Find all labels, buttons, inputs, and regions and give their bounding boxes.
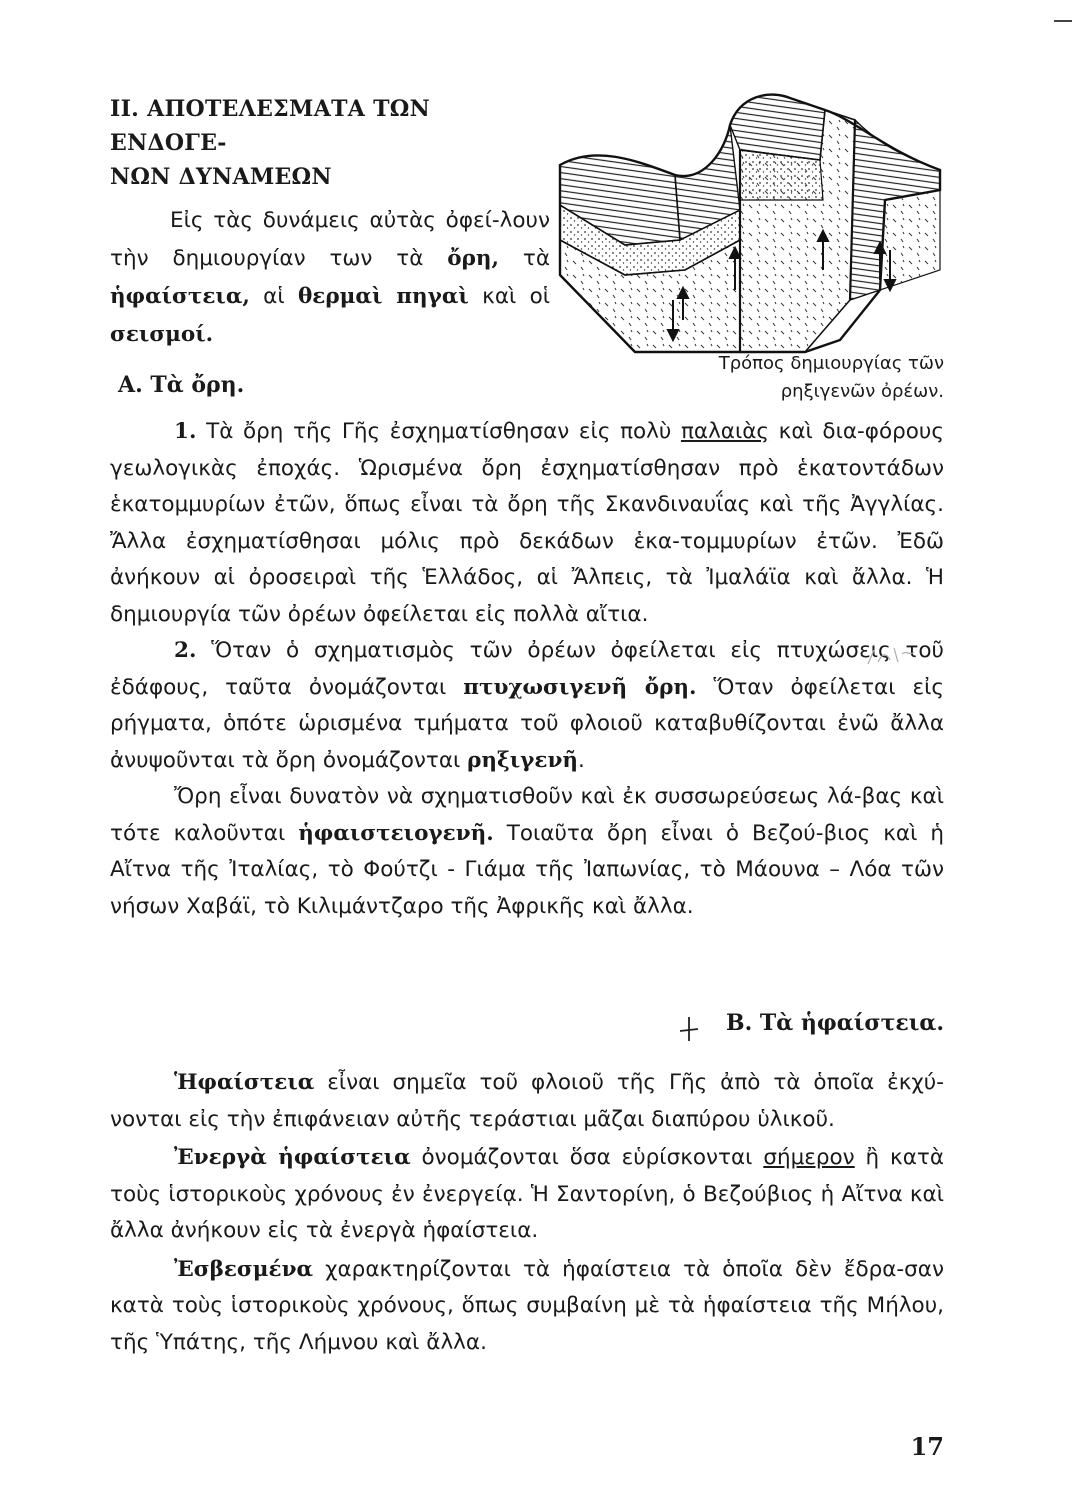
- intro-text: καὶ οἱ: [468, 284, 551, 309]
- paragraph-3: [110, 779, 944, 925]
- margin-scribble: [860, 640, 920, 670]
- paragraph-text: Ὄρη εἶναι δυνατὸν νὰ σχηματισθοῦν καὶ ἐκ συσσωρεύσεως λά-βας καὶ τότε καλοῦνται: [110, 784, 944, 846]
- caption-line2: ρηξιγενῶν ὀρέων.: [780, 381, 944, 402]
- intro-block: [110, 92, 550, 354]
- intro-text: Εἰς τὰς δυνάμεις αὐτὰς ὀφεί-λουν τὴν δημιουργίαν των τὰ: [110, 208, 550, 271]
- paragraph-2: [110, 633, 944, 779]
- paragraph-text: ὀνομάζονται ὅσα εὑρίσκονται: [410, 1145, 764, 1170]
- underlined-word: σήμερον: [763, 1145, 855, 1170]
- intro-term-hot-springs: θερμαὶ πηγαὶ: [297, 284, 469, 309]
- body-section-b: [110, 1065, 944, 1361]
- edge-mark: [1054, 20, 1072, 22]
- paragraph-text: Ὅταν ὁ σχηματισμὸς τῶν ὀρέων ὀφείλεται εἰς πτυχώσεις τοῦ ἐδάφους, ταῦτα ὀνομάζονται: [110, 638, 944, 700]
- section-title-line2: ΝΩΝ ΔΥΝΑΜΕΩΝ: [110, 164, 332, 190]
- caption-line1: Τρόπος δημιουργίας τῶν: [718, 353, 944, 374]
- section-title-line1: ΙΙ. ΑΠΟΤΕΛΕΣΜΑΤΑ ΤΩΝ ΕΝΔΟΓΕ-: [110, 96, 431, 156]
- body-section-a: [110, 414, 944, 925]
- paragraph-text: ἢ κατὰ τοὺς ἱστορικοὺς χρόνους ἐν ἐνεργείᾳ. Ἡ Σαντορίνη, ὁ Βεζούβιος ἡ Αἴτνα καὶ ἄλλα ἀνήκουν εἰς τὰ ἐνεργὰ ἡφαίστεια.: [110, 1145, 945, 1243]
- intro-term-earthquakes: σεισμοί.: [110, 322, 214, 347]
- paragraph-1: [110, 414, 944, 633]
- intro-paragraph: [110, 202, 550, 354]
- section-title: [110, 92, 550, 194]
- paragraph-text: Ὅταν ὀφείλεται εἰς ρήγματα, ὁπότε ὡρισμένα τμήματα τοῦ φλοιοῦ καταβυθίζονται ἐνῶ ἄλλα ἀνυψοῦνται τὰ ὄρη ὀνομάζονται: [110, 674, 944, 773]
- paragraph-text: Τὰ ὄρη τῆς Γῆς ἐσχηματίσθησαν εἰς πολὺ: [196, 419, 681, 444]
- subsection-a-title: Α. Τὰ ὄρη.: [118, 372, 245, 398]
- term-fault-mountains: ρηξιγενῆ: [467, 747, 578, 773]
- figure-caption: [719, 350, 944, 406]
- term-extinct-volcanoes: Ἐσβεσμένα: [174, 1256, 314, 1282]
- fault-mountain-diagram: [555, 90, 945, 360]
- intro-term-volcanoes: ἡφαίστεια,: [110, 284, 250, 309]
- paragraph-6: [110, 1252, 944, 1362]
- intro-term-mountains: ὄρη,: [447, 246, 500, 271]
- paragraph-text: .: [578, 747, 585, 773]
- term-fold-mountains: πτυχωσιγενῆ ὄρη.: [463, 674, 697, 700]
- term-active-volcanoes: Ἐνεργὰ ἡφαίστεια: [174, 1145, 411, 1170]
- paragraph-text: εἶναι σημεῖα τοῦ φλοιοῦ τῆς Γῆς ἀπὸ τὰ ὁποῖα ἐκχύ-νονται εἰς τὴν ἐπιφάνειαν αὐτῆς τεράστιαι μᾶζαι διαπύρου ὑλικοῦ.: [110, 1070, 944, 1132]
- paragraph-text: Τοιαῦτα ὄρη εἶναι ὁ Βεζού-βιος καὶ ἡ Αἴτνα τῆς Ἰταλίας, τὸ Φούτζι - Γιάμα τῆς Ἰαπωνίας, τὸ Μάουνα – Λόα τῶν νήσων Χαβάϊ, τὸ Κιλιμάντζαρο τῆς Ἀφρικῆς καὶ ἄλλα.: [110, 820, 944, 919]
- paragraph-4: [110, 1065, 944, 1138]
- underlined-word: παλαιὰς: [680, 419, 770, 444]
- paragraph-text: χαρακτηρίζονται τὰ ἡφαίστεια τὰ ὁποῖα δὲν ἔδρα-σαν κατὰ τοὺς ἱστορικοὺς χρόνους, ὅπως συμβαίνη μὲ τὰ ἡφαίστεια τῆς Μήλου, τῆς Ὑπάτης, τῆς Λήμνου καὶ ἄλλα.: [110, 1256, 944, 1355]
- paragraph-number: 1.: [174, 419, 197, 444]
- cross-mark-icon: [678, 1015, 700, 1043]
- intro-text: αἱ: [249, 284, 298, 309]
- paragraph-number: 2.: [174, 638, 197, 663]
- intro-text: τὰ: [499, 246, 550, 271]
- term-volcanic-mountains: ἡφαιστειογενῆ.: [298, 820, 494, 846]
- term-volcanoes: Ἡφαίστεια: [174, 1070, 315, 1095]
- subsection-b-title: Β. Τὰ ἡφαίστεια.: [726, 1010, 944, 1036]
- paragraph-5: [110, 1140, 944, 1250]
- paragraph-text: καὶ δια-φόρους γεωλογικὰς ἐποχάς. Ὡρισμένα ὄρη ἐσχηματίσθησαν πρὸ ἑκατοντάδων ἑκατομμυρίων ἐτῶν, ὅπως εἶναι τὰ ὄρη τῆς Σκανδιναυΐας καὶ τῆς Ἀγγλίας. Ἄλλα ἐσχηματίσθησαι μόλις πρὸ δεκάδων ἑκα-τομμυρίων ἐτῶν. Ἐδῶ ἀνήκουν αἱ ὀροσειραὶ τῆς Ἑλλάδος, αἱ Ἄλπεις, τὰ Ἰμαλάϊα καὶ ἄλλα. Ἡ δημιουργία τῶν ὀρέων ὀφείλεται εἰς πολλὰ αἴτια.: [110, 419, 944, 627]
- page-number: 17: [910, 1432, 944, 1461]
